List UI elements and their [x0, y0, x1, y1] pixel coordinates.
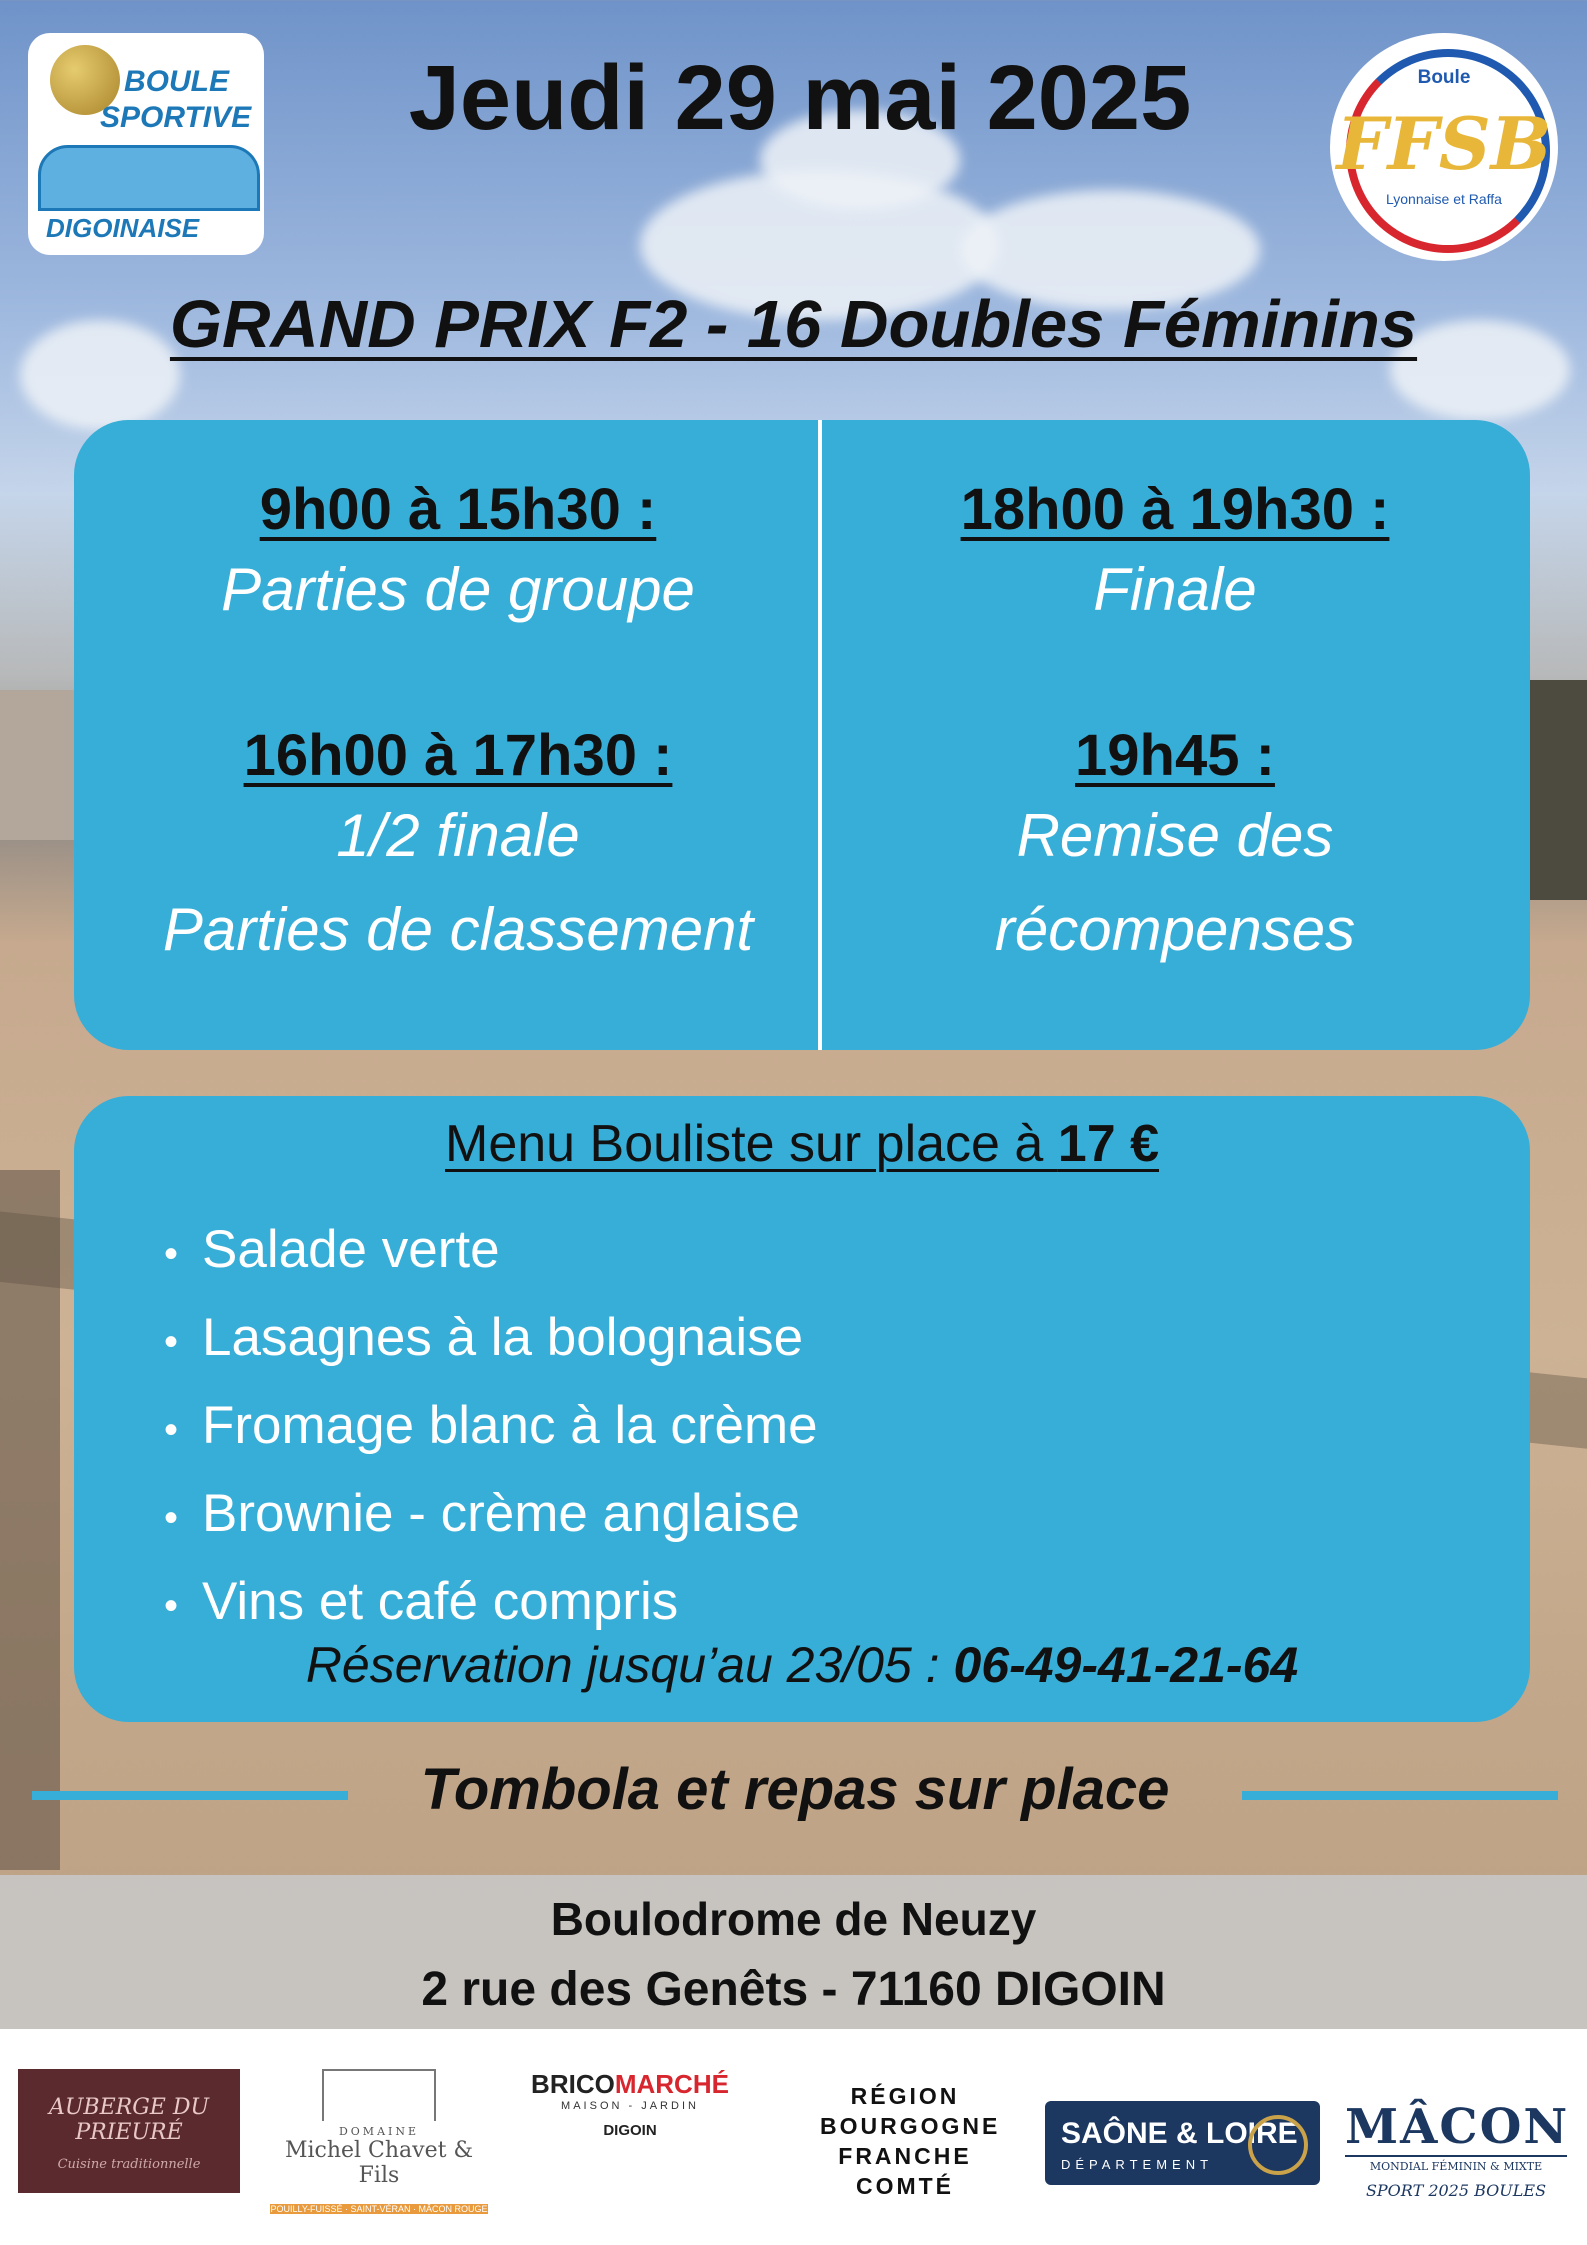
sponsor-auberge-name: AUBERGE DU PRIEURÉ: [48, 2095, 210, 2145]
sponsor-saone-sub: DÉPARTEMENT: [1061, 2157, 1214, 2172]
menu-item: • Fromage blanc à la crème: [164, 1384, 818, 1472]
slot-description: Parties de groupe: [221, 556, 695, 623]
region-line: RÉGION: [850, 2083, 960, 2109]
sponsor-saone-name: SAÔNE & LOIRE: [1061, 2117, 1298, 2150]
winery-house-icon: [322, 2069, 436, 2121]
menu-price: 17 €: [1057, 1115, 1159, 1173]
slot-time: 19h45 :: [1075, 723, 1275, 788]
slot-time: 16h00 à 17h30 :: [243, 723, 673, 788]
logo-left-line1: BOULE: [124, 65, 229, 98]
background-wooden-post: [0, 1170, 60, 1870]
boule-sportive-digoinaise-logo: [28, 33, 264, 255]
menu-item: • Lasagnes à la bolognaise: [164, 1296, 818, 1384]
menu-title: [74, 1114, 1530, 1174]
region-line: FRANCHE: [838, 2143, 972, 2169]
reservation-line: [74, 1636, 1530, 1694]
bridge-icon: [38, 145, 260, 211]
slot-time: 9h00 à 15h30 :: [259, 477, 657, 542]
slot-description: Parties de classement: [162, 896, 754, 963]
sponsor-macon-footer: SPORT 2025 BOULES: [1365, 2181, 1547, 2200]
background-building: [0, 690, 80, 840]
slot-description: Remise des: [1016, 802, 1334, 869]
ffsb-logo: [1330, 33, 1558, 261]
slot-time: 18h00 à 19h30 :: [960, 477, 1390, 542]
schedule-slot-awards: [825, 722, 1525, 977]
reservation-text: Réservation jusqu’au 23/05 :: [305, 1637, 954, 1693]
sponsor-macon-logo: [1345, 2099, 1570, 2219]
menu-item: • Brownie - crème anglaise: [164, 1472, 818, 1560]
menu-list: [164, 1208, 818, 1648]
sponsor-brico-tagline: MAISON - JARDIN: [561, 2100, 699, 2112]
schedule-divider: [818, 420, 822, 1050]
logo-left-line2: SPORTIVE: [100, 101, 252, 134]
region-line: COMTÉ: [855, 2173, 955, 2199]
sponsor-macon-name: MÂCON: [1345, 2099, 1570, 2155]
sponsor-region-logo: [820, 2081, 1001, 2201]
tombola-line-right: [1242, 1791, 1558, 1800]
tombola-text: Tombola et repas sur place: [420, 1757, 1170, 1822]
region-line: BOURGOGNE: [820, 2113, 1001, 2139]
menu-panel: [74, 1096, 1530, 1722]
schedule-slot-final: [825, 476, 1525, 637]
sponsor-auberge-logo: [18, 2069, 240, 2193]
schedule-slot-group: [108, 476, 808, 637]
sponsors-strip: [0, 2029, 1587, 2245]
sponsor-auberge-subtitle: Cuisine traditionnelle: [57, 2157, 201, 2172]
sponsor-brico-city: DIGOIN: [603, 2122, 657, 2139]
sponsor-saone-loire-logo: [1045, 2101, 1320, 2185]
slot-description: récompenses: [994, 896, 1356, 963]
event-date: Jeudi 29 mai 2025: [408, 47, 1192, 149]
event-title: GRAND PRIX F2 - 16 Doubles Féminins: [169, 287, 1418, 362]
sponsor-chavet-footer: POUILLY-FUISSÉ · SAINT-VÉRAN · MÂCON ROUGE: [270, 2204, 488, 2214]
ffsb-initials: FFSB: [1336, 101, 1552, 186]
logo-left-line3: DIGOINAISE: [46, 213, 200, 243]
ffsb-top-text: Boule: [1417, 67, 1471, 88]
menu-title-text: Menu Bouliste sur place à: [445, 1115, 1058, 1173]
tombola-line-left: [32, 1791, 348, 1800]
slot-description: Finale: [1093, 556, 1257, 623]
sponsor-bricomarche-logo: [515, 2069, 745, 2189]
venue-address: 2 rue des Genêts - 71160 DIGOIN: [421, 1963, 1166, 2016]
sponsor-macon-sub: MONDIAL FÉMININ & MIXTE: [1345, 2155, 1567, 2173]
sponsor-brico-part1: BRICO: [531, 2069, 615, 2099]
menu-item: • Vins et café compris: [164, 1560, 818, 1648]
sponsor-chavet-logo: [270, 2069, 488, 2214]
venue-name: Boulodrome de Neuzy: [550, 1893, 1037, 1945]
schedule-slot-semifinal: [108, 722, 808, 977]
reservation-phone: 06-49-41-21-64: [953, 1637, 1299, 1693]
sponsor-brico-wordmark: [515, 2069, 745, 2100]
ffsb-bottom-text: Lyonnaise et Raffa: [1386, 191, 1502, 207]
sponsor-chavet-prefix: DOMAINE: [338, 2125, 420, 2138]
sponsor-chavet-name: Michel Chavet & Fils: [284, 2138, 474, 2188]
sponsor-brico-part2: MARCHÉ: [614, 2069, 729, 2099]
menu-item: • Salade verte: [164, 1208, 818, 1296]
slot-description: 1/2 finale: [336, 802, 580, 869]
department-badge-icon: [1248, 2115, 1308, 2175]
